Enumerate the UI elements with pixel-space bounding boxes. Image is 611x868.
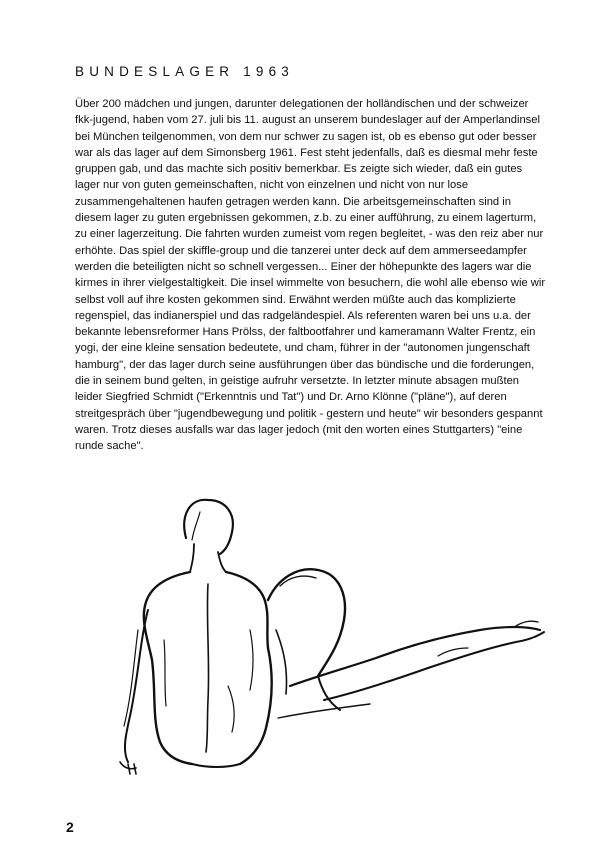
- article-body: [75, 96, 547, 455]
- ink-sketch-two-seated-figures: [108, 480, 548, 780]
- article-paragraph: Über 200 mädchen und jungen, darunter delegationen der holländischen und der schweizer fkk-jugend, haben vom 27. juli bis 11. august an unserem bundeslager auf der Amperlandinsel bei München teilgenommen, von dem nur schwer zu sagen ist, ob es ebenso gut oder besser war als das lager auf dem Simonsberg 1961. Fest steht jedenfalls, daß es diesmal mehr feste gruppen gab, und das machte sich positiv bemerkbar. Es zeigte sich wieder, daß ein gutes lager nur von guten gemeinschaften, nicht von einzelnen und nicht von nur lose zusammengehaltenen haufen getragen werden kann. Die arbeitsgemeinschaften sind in diesem lager zu guten ergebnissen gekommen, z.b. zu einer aufführung, zu einem lagerturm, zu einer lagerzeitung. Die fahrten wurden zumeist vom regen begleitet, - was den reiz aber nur erhöhte. Das spiel der skiffle-group und die tanzerei unter deck auf dem ammerseedampfer werden die beteiligten nicht so schnell vergessen... Einer der höhepunkte des lagers war die kirmes in ihrer vielgestaltigkeit. Die insel wimmelte von besuchern, die wohl alle ebenso wie wir selbst voll auf ihre kosten gekommen sind. Erwähnt werden müßte auch das komplizierte regenspiel, das indianerspiel und das radgeländespiel. Als referenten waren bei uns u.a. der bekannte lebensreformer Hans Prölss, der faltbootfahrer und kameramann Walter Frentz, ein yogi, der eine kleine sensation bedeutete, und cham, führer in der "autonomen jungenschaft hamburg", der das lager durch seine ausführungen über das bündische und die forderungen, die in seinem bund gelten, in geistige aufruhr versetzte. In letzter minute absagen mußten leider Siegfried Schmidt ("Erkenntnis und Tat") und Dr. Arno Klönne ("pläne"), auf deren streitgespräch über "jugendbewegung und politik - gestern und heute" wir besonders gespannt waren. Trotz dieses ausfalls war das lager jedoch (mit den worten eines Stuttgarters) "eine runde sache".: [75, 98, 546, 453]
- page-number: 2: [66, 819, 74, 835]
- article-title: BUNDESLAGER 1963: [75, 64, 295, 79]
